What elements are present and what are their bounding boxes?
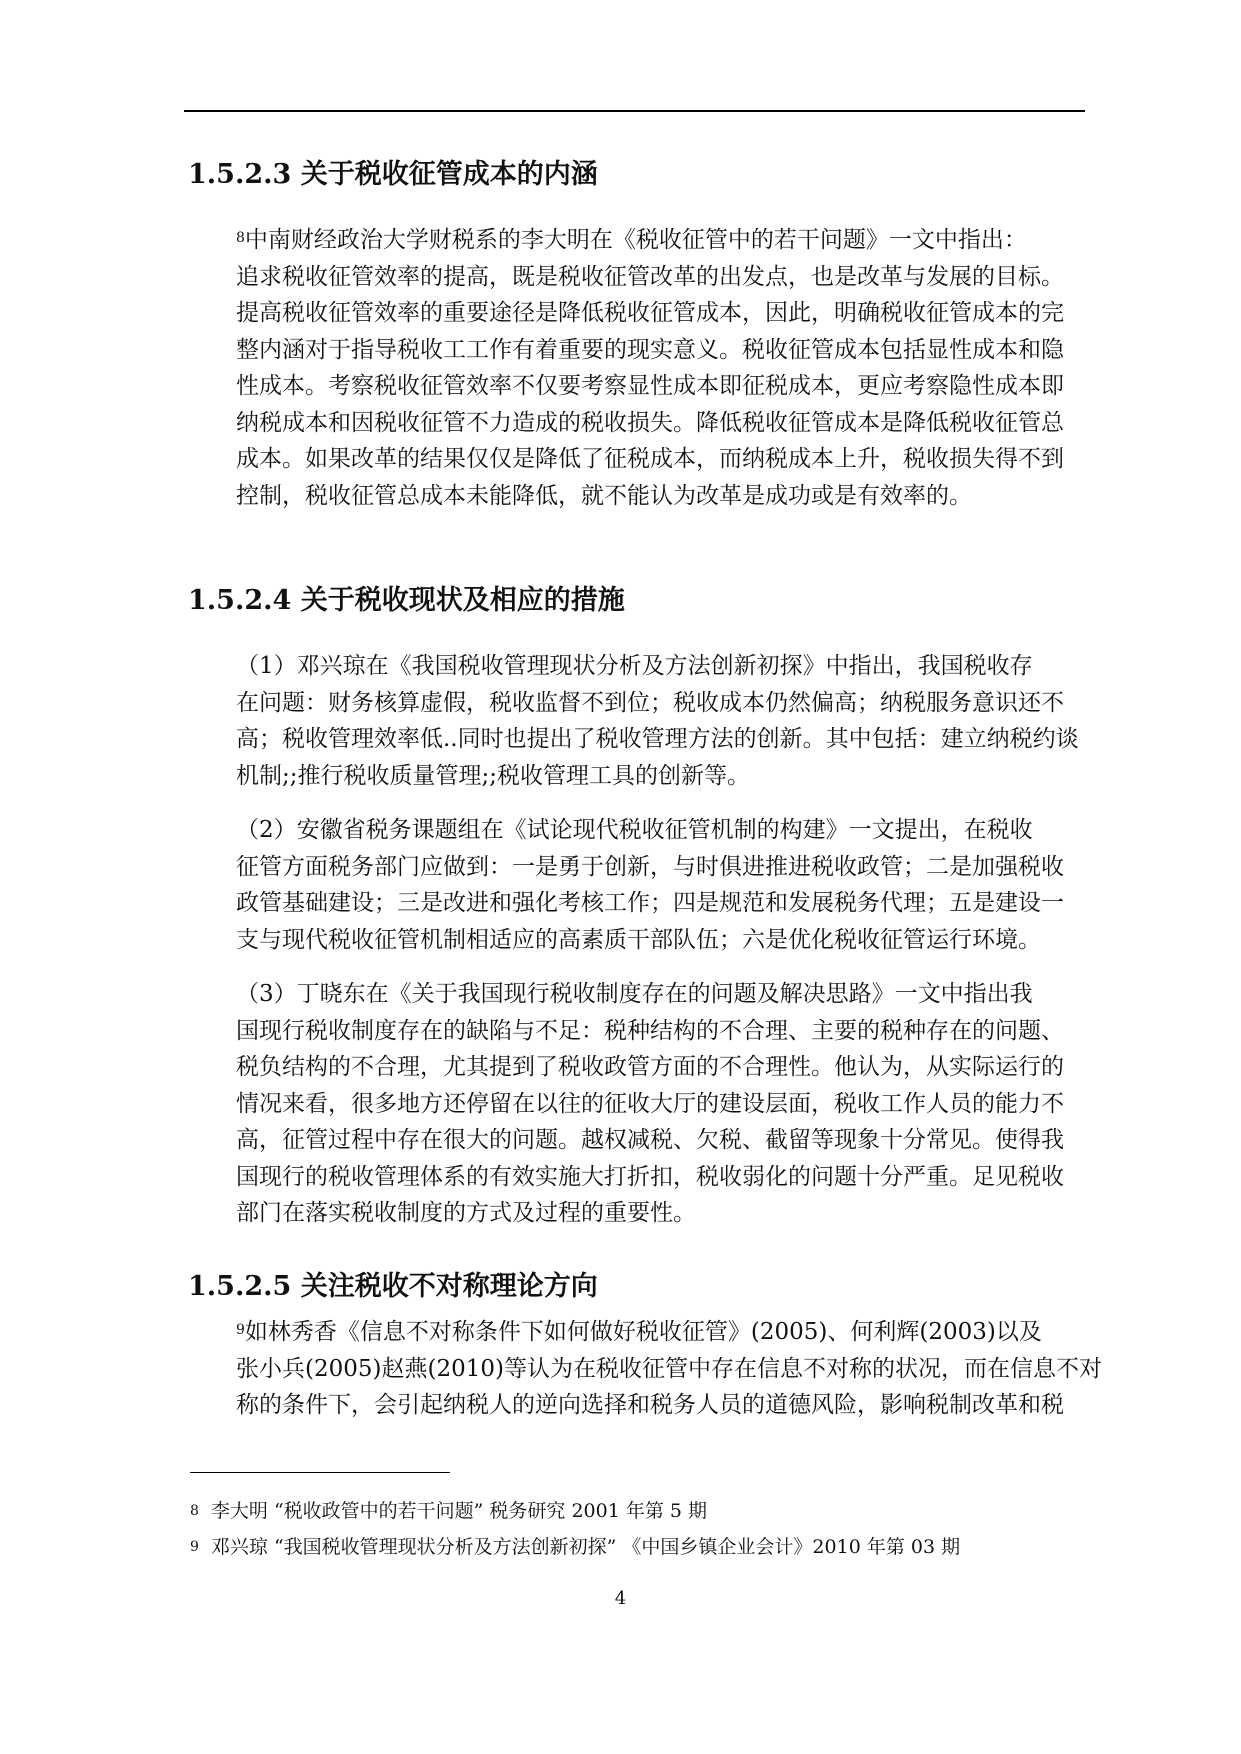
paragraph-line: 高；税收管理效率低..同时也提出了税收管理方法的创新。其中包括：建立纳税约谈: [236, 726, 1079, 752]
paragraph-line: 国现行的税收管理体系的有效实施大打折扣，税收弱化的问题十分严重。足见税收: [236, 1163, 1064, 1190]
paragraph-line: 张小兵(2005)赵燕(2010)等认为在税收征管中存在信息不对称的状况，而在信息不对: [236, 1355, 1102, 1382]
paragraph-line: 税负结构的不合理，尤其提到了税收政管方面的不合理性。他认为，从实际运行的: [236, 1054, 1064, 1080]
paragraph-line: $^9$如林秀香《信息不对称条件下如何做好税收征管》(2005)、何利辉(2003)以及: [236, 1319, 1042, 1345]
paragraph-line: 在问题：财务核算虚假，税收监督不到位；税收成本仍然偏高；纳税服务意识还不: [236, 689, 1064, 716]
paragraph-line: 高，征管过程中存在很大的问题。越权减税、欠税、截留等现象十分常见。使得我: [236, 1127, 1064, 1153]
header-rule: [184, 110, 1085, 112]
paragraph-line: 征管方面税务部门应做到：一是勇于创新，与时俱进推进税收政管；二是加强税收: [236, 853, 1064, 880]
paragraph-line: 称的条件下，会引起纳税人的逆向选择和税务人员的道德风险，影响税制改革和税: [236, 1392, 1064, 1418]
footnote-rule: [190, 1472, 450, 1473]
paragraph-line: 追求税收征管效率的提高，既是税收征管改革的出发点，也是改革与发展的目标。: [236, 263, 1064, 290]
paragraph-line: 情况来看，很多地方还停留在以往的征收大厅的建设层面，税收工作人员的能力不: [236, 1090, 1064, 1117]
footnote-ref-9: 9: [236, 1322, 245, 1338]
footnote-text: 李大明 “税收政管中的若干问题” 税务研究 2001 年第 5 期: [210, 1500, 708, 1522]
paragraph-line: （2）安徽省税务课题组在《试论现代税收征管机制的构建》一文提出，在税收: [236, 817, 1033, 843]
paragraph-line: 整内涵对于指导税收工工作有着重要的现实意义。税收征管成本包括显性成本和隐: [236, 336, 1064, 363]
section-heading-1-5-2-3: 1.5.2.3 关于税收征管成本的内涵: [188, 159, 598, 190]
paragraph-line: 部门在落实税收制度的方式及过程的重要性。: [236, 1200, 696, 1226]
paragraph-item-1: [190, 648, 1080, 794]
footnote-text: 邓兴琼 “我国税收管理现状分析及方法创新初探” 《中国乡镇企业会计》2010 年第 03 期: [210, 1536, 961, 1558]
paragraph-line: 性成本。考察税收征管效率不仅要考察显性成本即征税成本，更应考察隐性成本即: [236, 373, 1064, 399]
paragraph-line: 控制，税收征管总成本未能降低，就不能认为改革是成功或是有效率的。: [236, 482, 972, 509]
paragraph-line: （1）邓兴琼在《我国税收管理现状分析及方法创新初探》中指出，我国税收存: [236, 653, 1033, 679]
paragraph-line: （3）丁晓东在《关于我国现行税收制度存在的问题及解决思路》一文中指出我: [236, 981, 1033, 1007]
paragraph-tax-cost-connotation: [190, 222, 1080, 514]
footnote-mark: 8: [190, 1503, 199, 1519]
paragraph-item-3: [190, 976, 1080, 1232]
footnote-8: [190, 1498, 707, 1524]
section-heading-1-5-2-4: 1.5.2.4 关于税收现状及相应的措施: [188, 585, 625, 616]
footnote-mark: 9: [190, 1539, 199, 1555]
paragraph-line: $^8$中南财经政治大学财税系的李大明在《税收征管中的若干问题》一文中指出：: [236, 227, 1027, 253]
footnote-ref-8: 8: [236, 230, 245, 246]
paragraph-line: 政管基础建设；三是改进和强化考核工作；四是规范和发展税务代理；五是建设一: [236, 890, 1064, 916]
paragraph-line: 提高税收征管效率的重要途径是降低税收征管成本，因此，明确税收征管成本的完: [236, 300, 1064, 326]
section-heading-1-5-2-5: 1.5.2.5 关注税收不对称理论方向: [188, 1271, 598, 1302]
footnote-9: [190, 1534, 960, 1560]
paragraph-information-asymmetry: [190, 1314, 1102, 1424]
paragraph-item-2: [190, 812, 1080, 958]
paragraph-line: 机制;;推行税收质量管理;;税收管理工具的创新等。: [236, 762, 750, 789]
paragraph-line: 成本。如果改革的结果仅仅是降低了征税成本，而纳税成本上升，税收损失得不到: [236, 446, 1064, 472]
paragraph-line: 纳税成本和因税收征管不力造成的税收损失。降低税收征管成本是降低税收征管总: [236, 409, 1064, 436]
paragraph-line: 支与现代税收征管机制相适应的高素质干部队伍；六是优化税收征管运行环境。: [236, 926, 1041, 953]
paragraph-line: 国现行税收制度存在的缺陷与不足：税种结构的不合理、主要的税种存在的问题、: [236, 1017, 1064, 1044]
page-number: 4: [614, 1588, 627, 1609]
